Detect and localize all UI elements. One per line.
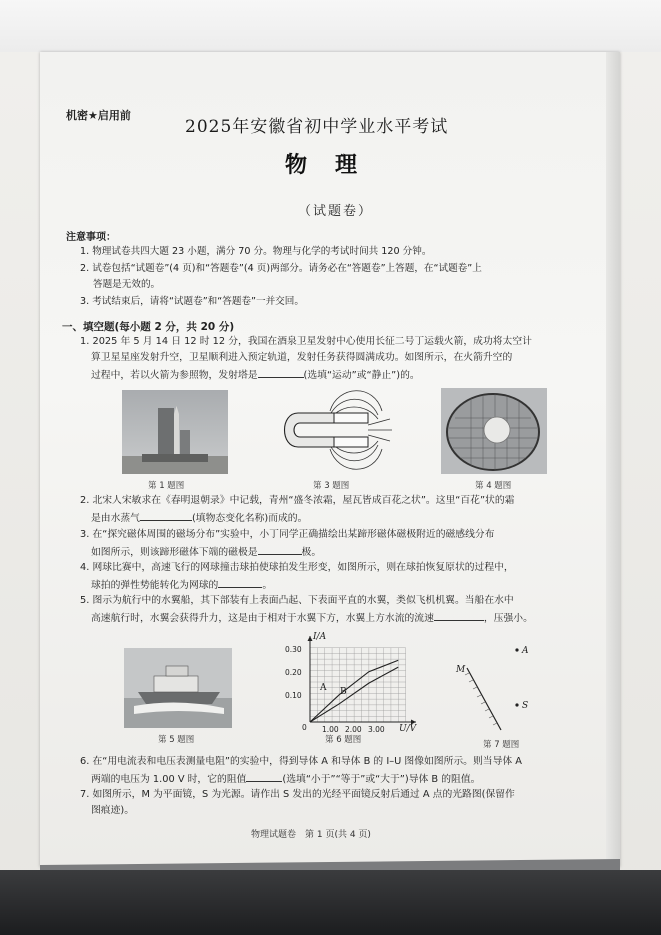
question-1-line: 1. 2025 年 5 月 14 日 12 时 12 分，我国在酒泉卫星发射中心使用长征二号丁运载火箭，成功将太空计 xyxy=(80,336,532,347)
subject-title: 物理 xyxy=(285,153,386,178)
mirror-hatching xyxy=(465,673,497,725)
rocket xyxy=(174,414,179,460)
figure-7-caption: 第 7 题图 xyxy=(483,740,520,750)
answer-blank[interactable] xyxy=(258,367,304,378)
paper-type: （试题卷） xyxy=(298,204,374,219)
plane-mirror xyxy=(467,668,501,730)
y-tick-label: 0.20 xyxy=(285,668,302,677)
answer-blank[interactable] xyxy=(246,771,282,782)
question-6-text: 两端的电压为 1.00 V 时，它的阻值 xyxy=(91,774,247,785)
paper-stack-edge xyxy=(606,52,620,867)
note-item: 3. 考试结束后，请将“试题卷”和“答题卷”一并交回。 xyxy=(80,296,304,307)
figure-5-caption: 第 5 题图 xyxy=(158,735,195,745)
mirror-label: M xyxy=(456,665,466,675)
x-tick-label: 2.00 xyxy=(345,725,362,734)
question-5-line: 5. 图示为航行中的水翼船，其下部装有上表面凸起、下表面平直的水翼，类似飞机机翼。当船在水中 xyxy=(80,595,514,606)
question-6-line xyxy=(91,771,480,787)
question-1-line: 算卫星星座发射升空，卫星顺利进入预定轨道，发射任务获得圆满成功。如图所示，在火箭升空的 xyxy=(91,352,513,363)
exam-title: 2025年安徽省初中学业水平考试 xyxy=(185,117,449,137)
question-1-text: (选填“运动”或“静止”)的。 xyxy=(303,370,420,381)
light-source-label: S xyxy=(522,701,529,711)
figure-5-hydrofoil-photo xyxy=(124,648,232,728)
question-1-text: 过程中，若以火箭为参照物，发射塔是 xyxy=(91,370,258,381)
figure-1-caption: 第 1 题图 xyxy=(148,481,185,491)
series-label-b: B xyxy=(340,687,347,697)
y-tick-label: 0.10 xyxy=(285,691,302,700)
note-text: 2. 试卷包括“试题卷”(4 页)和“答题卷”(4 页)两部分。请务必在“答题卷”上答题，在“试题卷”上 xyxy=(80,263,482,274)
origin-label: 0 xyxy=(302,723,307,732)
question-6-text: (选填“小于”“等于”或“大于”)导体 B 的阻值。 xyxy=(282,774,481,785)
question-5-text: 高速航行时，水翼会获得升力，这是由于相对于水翼下方，水翼上方水流的流速 xyxy=(91,613,434,624)
x-tick-label: 3.00 xyxy=(368,725,385,734)
question-3-line: 3. 在“探究磁体周围的磁场分布”实验中，小丁同学正确描绘出某蹄形磁体磁极附近的磁感线分布 xyxy=(80,529,495,540)
x-axis-label: U/V xyxy=(399,724,417,734)
question-2-text: 是由水蒸气 xyxy=(91,513,140,524)
figure-4-caption: 第 4 题图 xyxy=(475,481,512,491)
photo-bottom-dark xyxy=(0,870,661,935)
note-item xyxy=(80,262,482,276)
horseshoe-magnet xyxy=(285,413,339,447)
notes-heading: 注意事项： xyxy=(66,232,116,243)
question-3-text: 极。 xyxy=(301,547,322,558)
boat-bridge xyxy=(166,666,188,676)
section-title: 一、填空题(每小题 2 分，共 20 分) xyxy=(62,321,235,333)
question-6-line: 6. 在“用电流表和电压表测量电阻”的实验中，得到导体 A 和导体 B 的 I–U 图像如图所示。则当导体 A xyxy=(80,756,522,767)
page-footer: 物理试题卷 第 1 页(共 4 页) xyxy=(251,830,371,840)
launch-platform xyxy=(142,454,208,462)
question-3-text: 如图所示，则该蹄形磁体下端的磁极是 xyxy=(91,547,258,558)
question-4-text: 球拍的弹性势能转化为网球的 xyxy=(91,580,219,591)
figure-6-caption: 第 6 题图 xyxy=(325,735,362,745)
magnet-lower-pole xyxy=(334,437,368,447)
question-1-line xyxy=(91,367,420,383)
y-axis-label: I/A xyxy=(313,632,327,642)
question-7-line: 图痕迹)。 xyxy=(91,805,135,816)
figure-1-rocket-photo xyxy=(122,390,228,474)
answer-blank[interactable] xyxy=(258,544,302,555)
boat-cabin xyxy=(154,676,198,692)
photo-top-margin xyxy=(0,0,661,52)
confidential-mark: 机密★启用前 xyxy=(66,109,131,122)
light-source-marker xyxy=(515,703,518,706)
x-tick-label: 1.00 xyxy=(322,725,339,734)
answer-blank[interactable] xyxy=(218,577,262,588)
point-a-marker xyxy=(515,648,518,651)
tennis-ball xyxy=(484,417,510,443)
y-axis-arrow xyxy=(308,636,313,641)
note-item: 答题是无效的。 xyxy=(93,279,161,290)
launch-tower xyxy=(158,408,174,462)
figure-3-magnet-field xyxy=(278,385,393,475)
question-4-text: 。 xyxy=(262,580,273,591)
magnetic-field-lines xyxy=(330,391,392,470)
question-4-line xyxy=(91,577,272,593)
y-tick-label: 0.30 xyxy=(285,645,302,654)
note-item: 1. 物理试卷共四大题 23 小题，满分 70 分。物理与化学的考试时间共 120 分钟。 xyxy=(80,246,432,257)
question-5-line xyxy=(91,610,533,626)
question-5-text: ，压强小。 xyxy=(483,613,533,624)
figure-3-caption: 第 3 题图 xyxy=(313,481,350,491)
answer-blank[interactable] xyxy=(434,610,484,621)
figure-6-iu-graph xyxy=(282,630,422,740)
answer-blank[interactable] xyxy=(140,510,192,521)
series-label-a: A xyxy=(320,683,327,693)
question-2-text: (填物态变化名称)而成的。 xyxy=(191,513,308,524)
magnet-upper-pole xyxy=(334,413,368,423)
point-a-label: A xyxy=(522,646,529,656)
question-3-line xyxy=(91,544,321,560)
figure-7-mirror-diagram xyxy=(455,640,555,735)
boat-hull xyxy=(138,692,220,704)
question-2-line xyxy=(91,510,307,526)
question-2-line: 2. 北宋人宋敏求在《春明退朝录》中记载，青州“盛冬浓霜，屋瓦皆成百花之状”。这里“百花”状的霜 xyxy=(80,495,515,506)
question-7-line: 7. 如图所示，M 为平面镜，S 为光源。请作出 S 发出的光经平面镜反射后通过 A 点的光路图(保留作 xyxy=(80,789,515,800)
question-4-line: 4. 网球比赛中，高速飞行的网球撞击球拍使球拍发生形变，如图所示，则在球拍恢复原状的过程中， xyxy=(80,562,514,573)
figure-4-tennis-racket xyxy=(441,388,547,474)
